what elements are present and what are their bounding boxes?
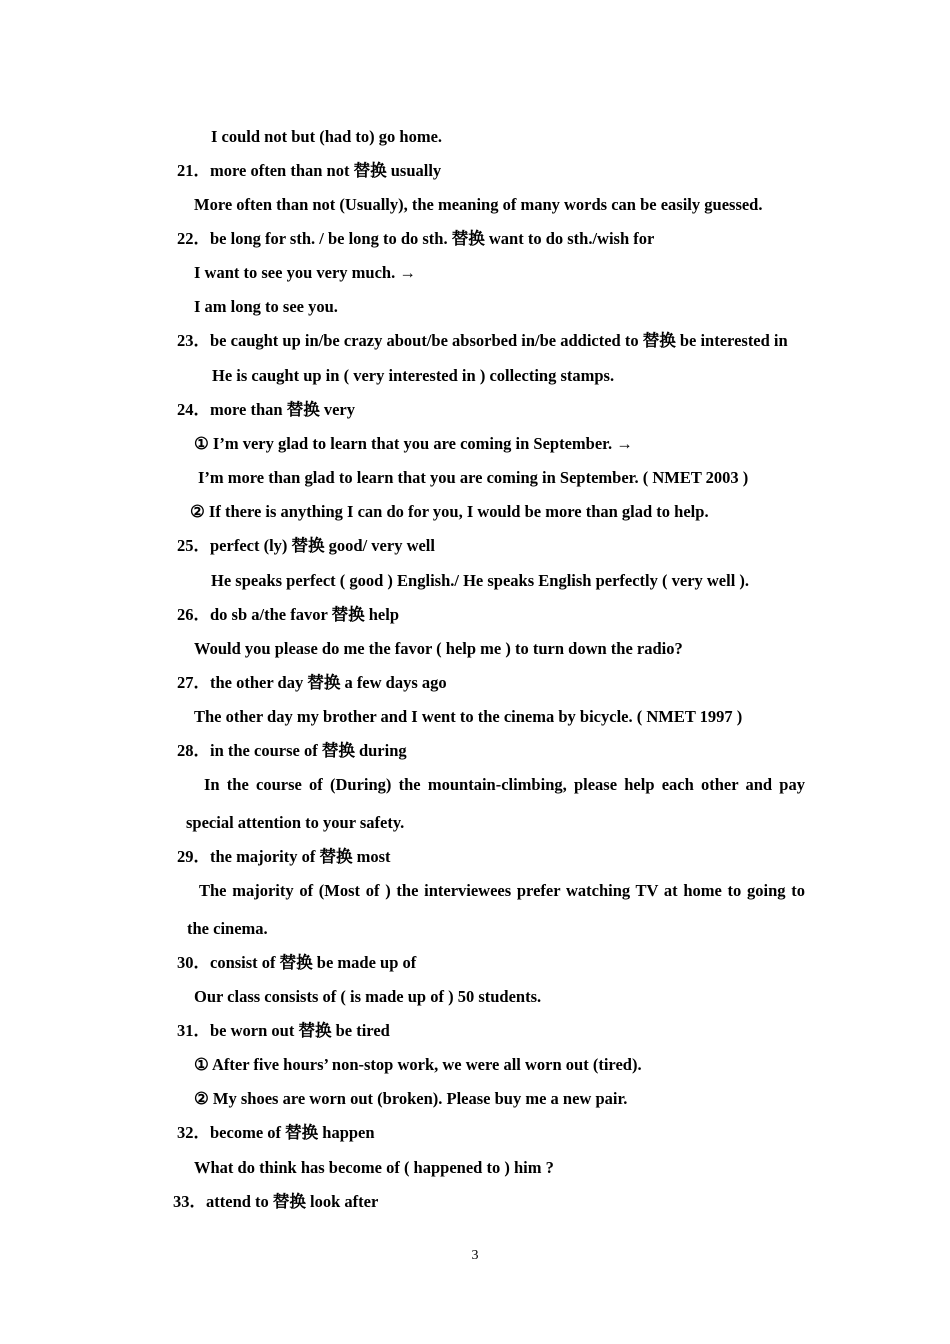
example-sentence-continued: special attention to your safety. (186, 813, 405, 832)
example-sentence: I could not but (had to) go home. (211, 127, 443, 146)
phrase-heading-27: 27．the other day 替换 a few days ago (177, 673, 447, 692)
example-sentence: ② My shoes are worn out (broken). Please buy me a new pair. (194, 1089, 628, 1108)
phrase-heading-29: 29．the majority of 替换 most (177, 847, 391, 866)
example-sentence: He speaks perfect ( good ) English./ He speaks English perfectly ( very well ). (211, 571, 750, 590)
example-sentence-continued: the cinema. (187, 919, 268, 938)
example-sentence: I am long to see you. (194, 297, 338, 316)
phrase-heading-21: 21．more often than not 替换 usually (177, 161, 442, 180)
phrase-heading-25: 25．perfect (ly) 替换 good/ very well (177, 536, 435, 555)
example-sentence: ② If there is anything I can do for you, I would be more than glad to help. (190, 502, 709, 521)
phrase-heading-22: 22．be long for sth. / be long to do sth. 替换 want to do sth./wish for (177, 229, 655, 248)
page-number: 3 (471, 1248, 479, 1263)
example-sentence: The majority of (Most of ) the interviewees prefer watching TV at home to going to (199, 881, 805, 900)
example-sentence: What do think has become of ( happened to ) him ? (194, 1158, 554, 1177)
phrase-heading-23: 23．be caught up in/be crazy about/be absorbed in/be addicted to 替换 be interested in (177, 331, 788, 350)
phrase-heading-33: 33．attend to 替换 look after (173, 1192, 379, 1211)
example-sentence: Our class consists of ( is made up of ) 50 students. (194, 987, 542, 1006)
phrase-heading-31: 31．be worn out 替换 be tired (177, 1021, 390, 1040)
example-sentence: In the course of (During) the mountain-climbing, please help each other and pay (204, 775, 805, 794)
example-sentence: He is caught up in ( very interested in ) collecting stamps. (212, 366, 615, 385)
phrase-heading-26: 26．do sb a/the favor 替换 help (177, 605, 400, 624)
phrase-heading-30: 30．consist of 替换 be made up of (177, 953, 417, 972)
phrase-heading-24: 24．more than 替换 very (177, 400, 355, 419)
example-sentence: Would you please do me the favor ( help me ) to turn down the radio? (194, 639, 683, 658)
phrase-heading-32: 32．become of 替换 happen (177, 1123, 375, 1142)
example-sentence: I want to see you very much. → (194, 263, 416, 282)
phrase-heading-28: 28．in the course of 替换 during (177, 741, 407, 760)
example-sentence: I’m more than glad to learn that you are coming in September. ( NMET 2003 ) (198, 468, 749, 487)
example-sentence: More often than not (Usually), the meaning of many words can be easily guessed. (194, 195, 763, 214)
example-sentence: The other day my brother and I went to the cinema by bicycle. ( NMET 1997 ) (194, 707, 743, 726)
example-sentence: ① I’m very glad to learn that you are coming in September. → (194, 434, 633, 453)
example-sentence: ① After five hours’ non-stop work, we were all worn out (tired). (194, 1055, 642, 1074)
